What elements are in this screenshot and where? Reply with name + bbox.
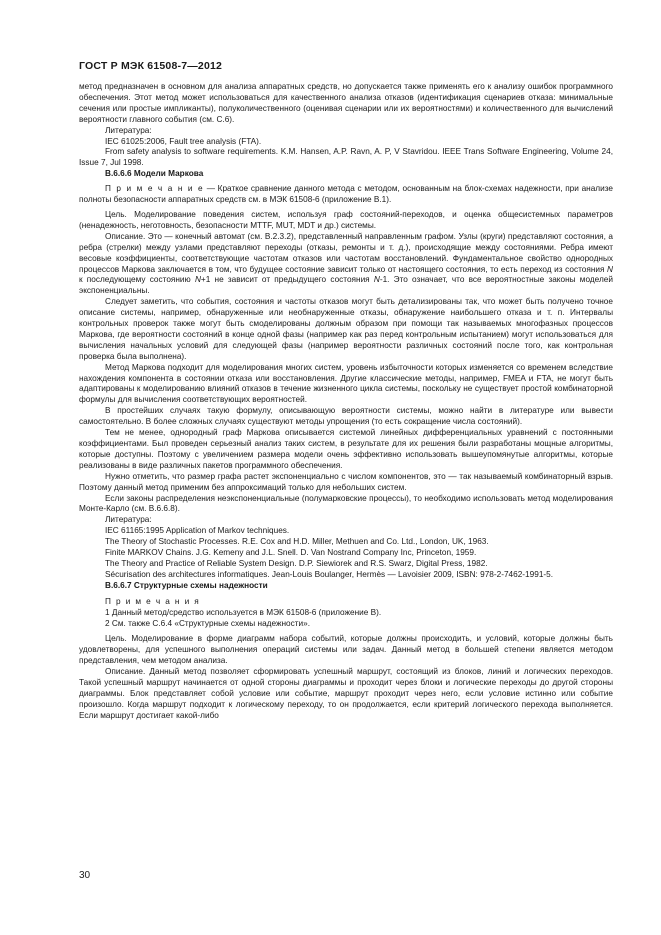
math-symbol: N bbox=[194, 275, 201, 285]
section-heading-markov: B.6.6.6 Модели Маркова bbox=[105, 169, 204, 179]
paragraph-goal: Цель. Моделирование поведения систем, используя граф состояний-переходов, и оценка общесистемных параметров (ненадежность, неготовность, безопасности MTTF, MUT, MDT и др.) системы. bbox=[79, 209, 613, 230]
paragraph-description: Описание. Данный метод позволяет сформировать успешный маршрут, состоящий из блоков, линий и логических переходов. Такой успешный маршрут начинается от одной стороны диаграммы и проходит через блоки и логические переходы до другой стороны диаграммы. Блок представляет собой условие или событие, маршрут проходит через него, если условие истинно или событие произошло. Когда маршрут подходит к логическому переходу, то он продолжается, если критерий логического перехода выполняется. Если маршрут достигает какой-либо bbox=[79, 667, 613, 720]
literature-ref: Sécurisation des architectures informatiques. Jean-Louis Boulanger, Hermès — Lavoisier 2009, ISBN: 978-2-7462-1991-5. bbox=[105, 569, 554, 579]
literature-ref: IEC 61025:2006, Fault tree analysis (FTA). bbox=[105, 136, 262, 146]
paragraph-description bbox=[79, 232, 613, 297]
text-run: +1 не зависит от предыдущего состояния bbox=[200, 275, 374, 285]
paragraph: Нужно отметить, что размер графа растет экспоненциально с числом компонентов, это — так называемый комбинаторный взрыв. Поэтому данный метод применим без аппроксимаций только для небольших систем. bbox=[79, 471, 613, 492]
document-body bbox=[79, 82, 613, 722]
section-heading-rbd: B.6.6.7 Структурные схемы надежности bbox=[105, 580, 268, 590]
note-label: П р и м е ч а н и е bbox=[105, 184, 204, 194]
literature-label: Литература: bbox=[105, 125, 152, 135]
math-symbol: N bbox=[373, 275, 380, 285]
paragraph: Следует заметить, что события, состояния и частоты отказов могут быть детализированы так, что может быть получено точное описание системы, например, обнаруженные или необнаруженные отказы, обнаружение наибольшего отказа и т. п. Интервалы контрольных проверок также могут быть смоделированы должным образом при помощи так называемых многофазных процессов Маркова, где вероятности состояний в конце одной фазы (например как раз перед контрольным испытанием) могут использоваться для вычисления начальных условий для следующей фазы (например вероятности различных состояний после того, как контрольная проверка была выполнена). bbox=[79, 297, 613, 361]
page-number: 30 bbox=[79, 870, 91, 881]
text-run: -1. Это означает, что все вероятностные законы моделей экспоненциальны. bbox=[79, 275, 614, 296]
paragraph-fta-tail: метод предназначен в основном для анализа аппаратных средств, но допускается также применять его к анализу ошибок программного обеспечения. Этот метод может использоваться для качественного анализа отказов (идентификация сценариев отказа: минимальные сечения или простые импликанты), полуколичественного (оценивая сценарии или их вероятностями) и количественного для вычислений вероятности главного события (см. С.6). bbox=[79, 82, 613, 124]
paragraph: Тем не менее, однородный граф Маркова описывается системой линейных дифференциальных уравнений с постоянными коэффициентами. Был проведен серьезный анализ таких систем, в результате для их решения были разработаны мощные алгоритмы, которые доступны. Поэтому с увеличением размера модели очень эффективно использовать вышеупомянутые алгоритмы, которые реализованы в виде различных пакетов программного обеспечения. bbox=[79, 428, 613, 470]
paragraph-goal: Цель. Моделирование в форме диаграмм набора событий, которые должны происходить, и условий, которые должны быть удовлетворены, для успешного выполнения операций системы или задач. Данный метод в большей степени является методом представления, чем методом анализа. bbox=[79, 634, 613, 666]
note-item: 1 Данный метод/средство используется в МЭК 61508-6 (приложение В). bbox=[105, 607, 382, 617]
text-run: Описание. Это — конечный автомат (см. В.2.3.2), представленный направленным графом. Узлы (круги) представляют состояния, а ребра (стрелки) между узлами представляют переходы (отказы, ремонты и т. д.), происходящие между состояниями. Ребра имеют весовые коэффициенты, соответствующие частотам отказов или частотам восстановлений. Фундаментальное свойство однородных процессов Маркова заключается в том, что будущее состояние зависит только от настоящего состояния, то есть переход из состояния bbox=[79, 231, 613, 274]
literature-ref: From safety analysis to software requirements. K.M. Hansen, A.P. Ravn, A. P, V Stavridou. IEEE Trans Software Engineering, Volume 24, Issue 7, Jul 1998. bbox=[79, 147, 613, 168]
literature-ref: The Theory of Stochastic Processes. R.E. Cox and H.D. Miller, Methuen and Co. Ltd., London, UK, 1963. bbox=[105, 537, 489, 547]
note-markov bbox=[79, 184, 613, 206]
literature-ref: IEC 61165:1995 Application of Markov techniques. bbox=[105, 526, 290, 536]
paragraph: В простейших случаях такую формулу, описывающую вероятности системы, можно найти в литературе или вывести самостоятельно. В более сложных случаях существуют методы упрощения (то есть сокращение числа состояний). bbox=[79, 406, 613, 427]
note-text: — Краткое сравнение данного метода с методом, основанным на блок-схемах надежности, при анализе полноты безопасности аппаратных средств см. в МЭК 61508-6 (приложение В.1). bbox=[79, 184, 613, 205]
math-symbol: N bbox=[607, 264, 613, 274]
literature-label: Литература: bbox=[105, 515, 152, 525]
text-run: к последующему состоянию bbox=[79, 275, 195, 285]
literature-ref: The Theory and Practice of Reliable System Design. D.P. Siewiorek and R.S. Swarz, Digital Press, 1982. bbox=[105, 558, 488, 568]
paragraph: Метод Маркова подходит для моделирования многих систем, уровень избыточности которых изменяется со временем вследствие нахождения компонента в состоянии отказа или восстановления. Другие классические методы, например, FMEA и FTA, не могут быть адаптированы к моделированию влияний отказов в течение жизненного цикла системы, поскольку не существует простой комбинаторной формулы для вычисления соответствующих вероятностей. bbox=[79, 362, 613, 405]
page-header: ГОСТ Р МЭК 61508-7—2012 bbox=[79, 60, 223, 72]
literature-ref: Finite MARKOV Chains. J.G. Kemeny and J.L. Snell. D. Van Nostrand Company Inc, Princeton, 1959. bbox=[105, 548, 477, 558]
paragraph: Если законы распределения неэкспоненциальные (полумарковские процессы), то необходимо использовать метод моделирования Монте-Карло (см. В.6.6.8). bbox=[79, 493, 613, 514]
note-item: 2 См. также С.6.4 «Структурные схемы надежности». bbox=[105, 618, 311, 628]
notes-label: П р и м е ч а н и я bbox=[105, 596, 201, 606]
